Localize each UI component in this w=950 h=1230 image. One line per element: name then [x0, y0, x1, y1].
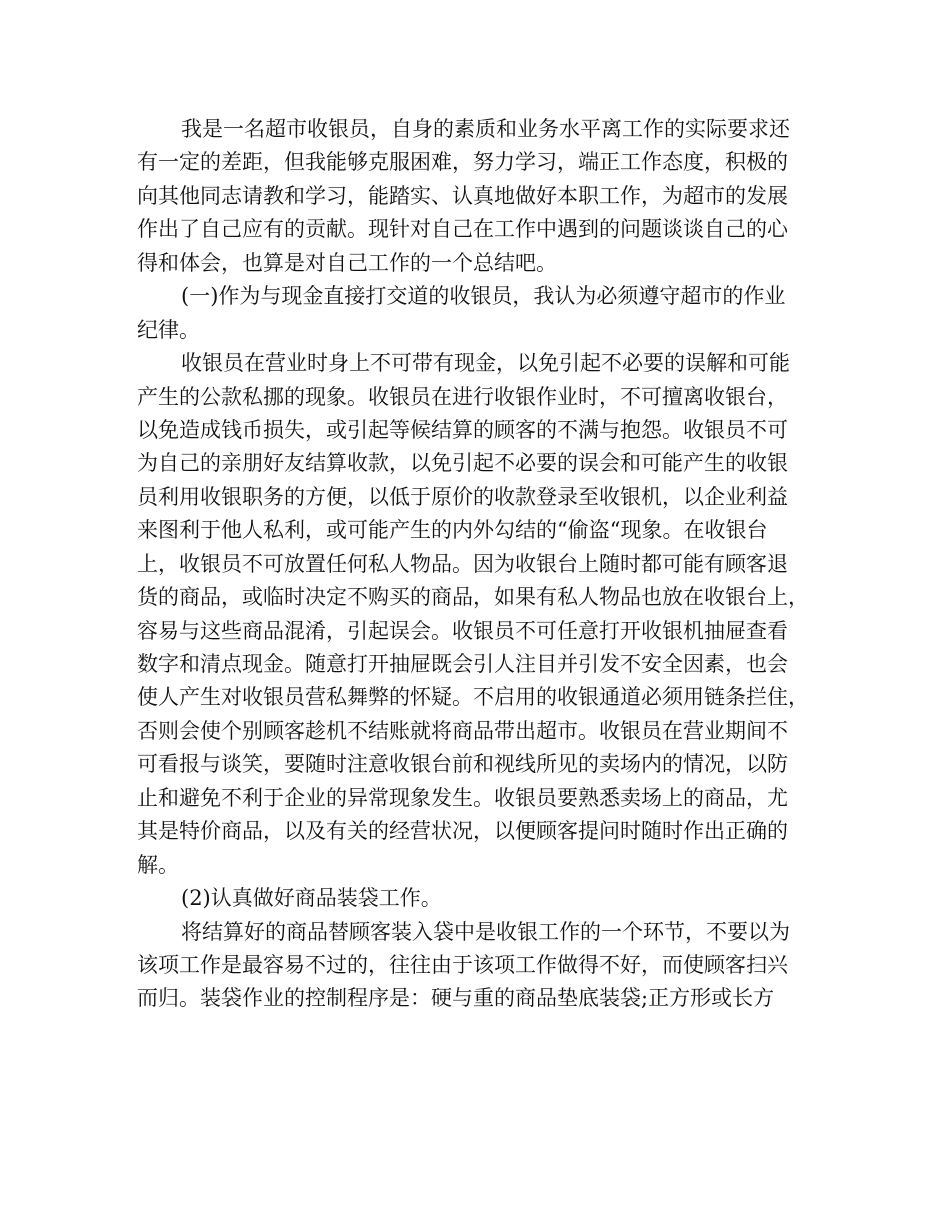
- section-heading-line: (2)认真做好商品装袋工作。: [181, 886, 442, 911]
- paragraph-line: 收银员在营业时身上不可带有现金，以免引起不必要的误解和可能: [181, 351, 790, 376]
- paragraph-line: 以免造成钱币损失，或引起等候结算的顾客的不满与抱怨。收银员不可: [137, 417, 788, 442]
- paragraph-line: 向其他同志请教和学习，能踏实、认真地做好本职工作，为超市的发展: [137, 183, 788, 208]
- document-body: [137, 113, 817, 1016]
- paragraph-line: 有一定的差距，但我能够克服困难，努力学习，端正工作态度，积极的: [137, 150, 788, 175]
- paragraph-line: 为自己的亲朋好友结算收款，以免引起不必要的误会和可能产生的收银: [137, 451, 788, 476]
- paragraph-line: 止和避免不利于企业的异常现象发生。收银员要熟悉卖场上的商品，尤: [137, 785, 788, 810]
- paragraph-line: 我是一名超市收银员，自身的素质和业务水平离工作的实际要求还: [181, 117, 790, 141]
- paragraph-line: 作出了自己应有的贡献。现针对自己在工作中遇到的问题谈谈自己的心: [137, 217, 788, 242]
- paragraph-line: 解。: [137, 852, 179, 877]
- paragraph-line: 否则会使个别顾客趁机不结账就将商品带出超市。收银员在营业期间不: [137, 718, 788, 743]
- paragraph-line: 员利用收银职务的方便，以低于原价的收款登录至收银机，以企业利益: [137, 484, 788, 509]
- paragraph-line: 该项工作是最容易不过的，往往由于该项工作做得不好，而使顾客扫兴: [137, 952, 788, 977]
- paragraph-line: 容易与这些商品混淆，引起误会。收银员不可任意打开收银机抽屉查看: [137, 618, 788, 643]
- paragraph-line: 数字和清点现金。随意打开抽屉既会引人注目并引发不安全因素，也会: [137, 652, 788, 676]
- paragraph-line: 货的商品，或临时决定不购买的商品，如果有私人物品也放在收银台上，: [137, 585, 809, 610]
- section-heading-line: (一)作为与现金直接打交道的收银员，我认为必须遵守超市的作业: [181, 284, 786, 309]
- paragraph-line: 其是特价商品，以及有关的经营状况，以便顾客提问时随时作出正确的: [137, 819, 788, 844]
- paragraph-line: 产生的公款私挪的现象。收银员在进行收银作业时，不可擅离收银台，: [137, 384, 788, 409]
- paragraph-line: 上，收银员不可放置任何私人物品。因为收银台上随时都可能有顾客退: [137, 551, 788, 576]
- paragraph-line: 可看报与谈笑，要随时注意收银台前和视线所见的卖场内的情况，以防: [137, 752, 788, 777]
- paragraph-line: 使人产生对收银员营私舞弊的怀疑。不启用的收银通道必须用链条拦住，: [137, 685, 809, 710]
- paragraph-line: 而归。装袋作业的控制程序是：硬与重的商品垫底装袋;正方形或长方: [137, 986, 775, 1011]
- paragraph-line: 来图利于他人私利，或可能产生的内外勾结的“偷盗“现象。在收银台: [137, 518, 768, 543]
- paragraph-line: 将结算好的商品替顾客装入袋中是收银工作的一个环节，不要以为: [181, 919, 790, 944]
- section-heading-line: 纪律。: [137, 317, 200, 342]
- paragraph-line: 得和体会，也算是对自己工作的一个总结吧。: [137, 250, 557, 275]
